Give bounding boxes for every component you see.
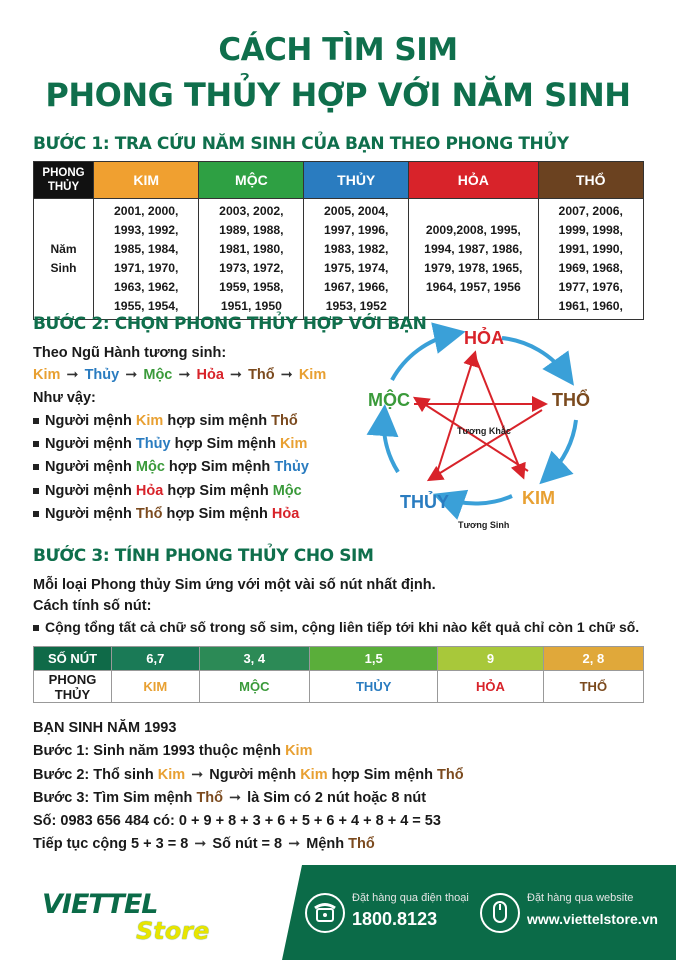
rule-item: Người mệnh Thủy hợp Sim mệnh Kim xyxy=(33,436,307,452)
years-thuy: 2005, 2004, 1997, 1996, 1983, 1982, 1975, 1974, 1967, 1966, 1953, 1952 xyxy=(304,199,409,320)
num-thuy: 1,5 xyxy=(310,647,438,671)
arrow-icon: ➞ xyxy=(229,367,243,383)
page-title-line1: CÁCH TÌM SIM xyxy=(218,32,458,68)
chain-kim-2: Kim xyxy=(298,367,327,383)
node-hoa: HỎA xyxy=(464,328,504,348)
table-header-kim: KIM xyxy=(94,162,199,199)
table-header-label: PHONG THỦY xyxy=(34,162,94,199)
arrow-icon: ➞ xyxy=(125,367,138,383)
num-hoa: 9 xyxy=(438,647,543,671)
rule-item: Người mệnh Thổ hợp Sim mệnh Hỏa xyxy=(33,506,299,522)
example-heading: BẠN SINH NĂM 1993 xyxy=(33,720,177,736)
page-title-line2: PHONG THỦY HỢP VỚI NĂM SINH xyxy=(45,76,631,114)
name-thuy: THỦY xyxy=(310,671,438,703)
step3-heading: BƯỚC 3: TÍNH PHONG THỦY CHO SIM xyxy=(33,546,374,566)
table-header-thuy: THỦY xyxy=(304,162,409,199)
chain-hoa: Hỏa xyxy=(196,367,224,383)
phone-number[interactable]: 1800.8123 xyxy=(352,909,438,929)
chain-tho: Thổ xyxy=(248,367,275,383)
footer-brand-area xyxy=(0,865,282,960)
node-kim: KIM xyxy=(522,488,555,508)
footer-divider xyxy=(282,865,302,960)
arrow-icon: ➞ xyxy=(194,836,207,852)
name-moc: MỘC xyxy=(199,671,309,703)
row2-label: PHONG THỦY xyxy=(34,671,112,703)
years-tho: 2007, 2006, 1999, 1998, 1991, 1990, 1969, 1968, 1977, 1976, 1961, 1960, xyxy=(538,199,644,320)
example-sum: Số: 0983 656 484 có: 0 + 9 + 8 + 3 + 6 + 5 + 6 + 4 + 8 + 4 = 53 xyxy=(33,813,441,829)
phone-icon xyxy=(305,893,345,933)
step3-line2: Cách tính số nút: xyxy=(33,598,152,614)
arrow-icon: ➞ xyxy=(288,836,301,852)
arrow-icon: ➞ xyxy=(229,790,242,806)
node-thuy: THỦY xyxy=(400,492,449,512)
node-tho: THỔ xyxy=(552,390,590,410)
example-step5: Tiếp tục cộng 5 + 3 = 8 ➞ Số nút = 8 ➞ Mệnh Thổ xyxy=(33,836,375,852)
tuong-khac-star xyxy=(414,354,542,478)
example-step1: Bước 1: Sinh năm 1993 thuộc mệnh Kim xyxy=(33,743,313,759)
web-label: Đặt hàng qua website xyxy=(527,892,634,904)
rule-item: Người mệnh Hỏa hợp Sim mệnh Mộc xyxy=(33,483,302,499)
arrow-icon: ➞ xyxy=(191,767,204,783)
table-row-label: Năm Sinh xyxy=(34,199,94,320)
years-hoa: 2009,2008, 1995, 1994, 1987, 1986, 1979, 1978, 1965, 1964, 1957, 1956 xyxy=(409,199,538,320)
phone-label: Đặt hàng qua điện thoại xyxy=(352,892,469,904)
step1-heading: BƯỚC 1: TRA CỨU NĂM SINH CỦA BẠN THEO PHONG THỦY xyxy=(33,134,569,154)
footer xyxy=(0,865,676,960)
table-header-hoa: HỎA xyxy=(409,162,538,199)
rule-item: Người mệnh Mộc hợp Sim mệnh Thủy xyxy=(33,459,309,475)
mouse-icon xyxy=(480,893,520,933)
step2-intro: Theo Ngũ Hành tương sinh: xyxy=(33,345,227,361)
name-hoa: HỎA xyxy=(438,671,543,703)
element-chain xyxy=(33,367,326,383)
table-header-tho: THỔ xyxy=(538,162,644,199)
chain-thuy: Thủy xyxy=(84,367,120,383)
website-link[interactable]: www.viettelstore.vn xyxy=(527,911,658,927)
store-logo-text: Store xyxy=(136,917,210,945)
table-header-moc: MỘC xyxy=(199,162,304,199)
element-year-table xyxy=(33,161,644,320)
chain-kim: Kim xyxy=(33,367,61,383)
arrow-icon: ➞ xyxy=(66,367,79,383)
five-elements-diagram xyxy=(362,316,602,536)
arrow-icon: ➞ xyxy=(280,367,293,383)
viettel-logo-text: VIETTEL xyxy=(42,889,158,920)
name-kim: KIM xyxy=(112,671,200,703)
years-kim: 2001, 2000, 1993, 1992, 1985, 1984, 1971, 1970, 1963, 1962, 1955, 1954, xyxy=(94,199,199,320)
years-moc: 2003, 2002, 1989, 1988, 1981, 1980, 1973, 1972, 1959, 1958, 1951, 1950 xyxy=(199,199,304,320)
step2-heading: BƯỚC 2: CHỌN PHONG THỦY HỢP VỚI BẠN xyxy=(33,314,427,334)
row1-label: SỐ NÚT xyxy=(34,647,112,671)
example-step3: Bước 3: Tìm Sim mệnh Thổ ➞ là Sim có 2 nút hoặc 8 nút xyxy=(33,790,427,806)
num-moc: 3, 4 xyxy=(199,647,309,671)
rule-item: Người mệnh Kim hợp sim mệnh Thổ xyxy=(33,413,298,429)
node-element-table xyxy=(33,646,644,703)
chain-moc: Mộc xyxy=(143,367,173,383)
node-moc: MỘC xyxy=(368,390,410,410)
tuong-sinh-cycle xyxy=(384,334,576,504)
inner-label: Tương Khắc xyxy=(457,426,511,436)
example-step2: Bước 2: Thổ sinh Kim ➞ Người mệnh Kim hợp Sim mệnh Thổ xyxy=(33,767,464,783)
name-tho: THỔ xyxy=(543,671,643,703)
step2-so: Như vậy: xyxy=(33,390,96,406)
arrow-icon: ➞ xyxy=(178,367,191,383)
num-tho: 2, 8 xyxy=(543,647,643,671)
outer-label: Tương Sinh xyxy=(458,520,510,530)
num-kim: 6,7 xyxy=(112,647,200,671)
step3-line1: Mỗi loại Phong thủy Sim ứng với một vài số nút nhất định. xyxy=(33,577,436,593)
step3-line3: Cộng tổng tất cả chữ số trong số sim, cộng liên tiếp tới khi nào kết quả chỉ còn 1 chữ số. xyxy=(33,619,639,635)
